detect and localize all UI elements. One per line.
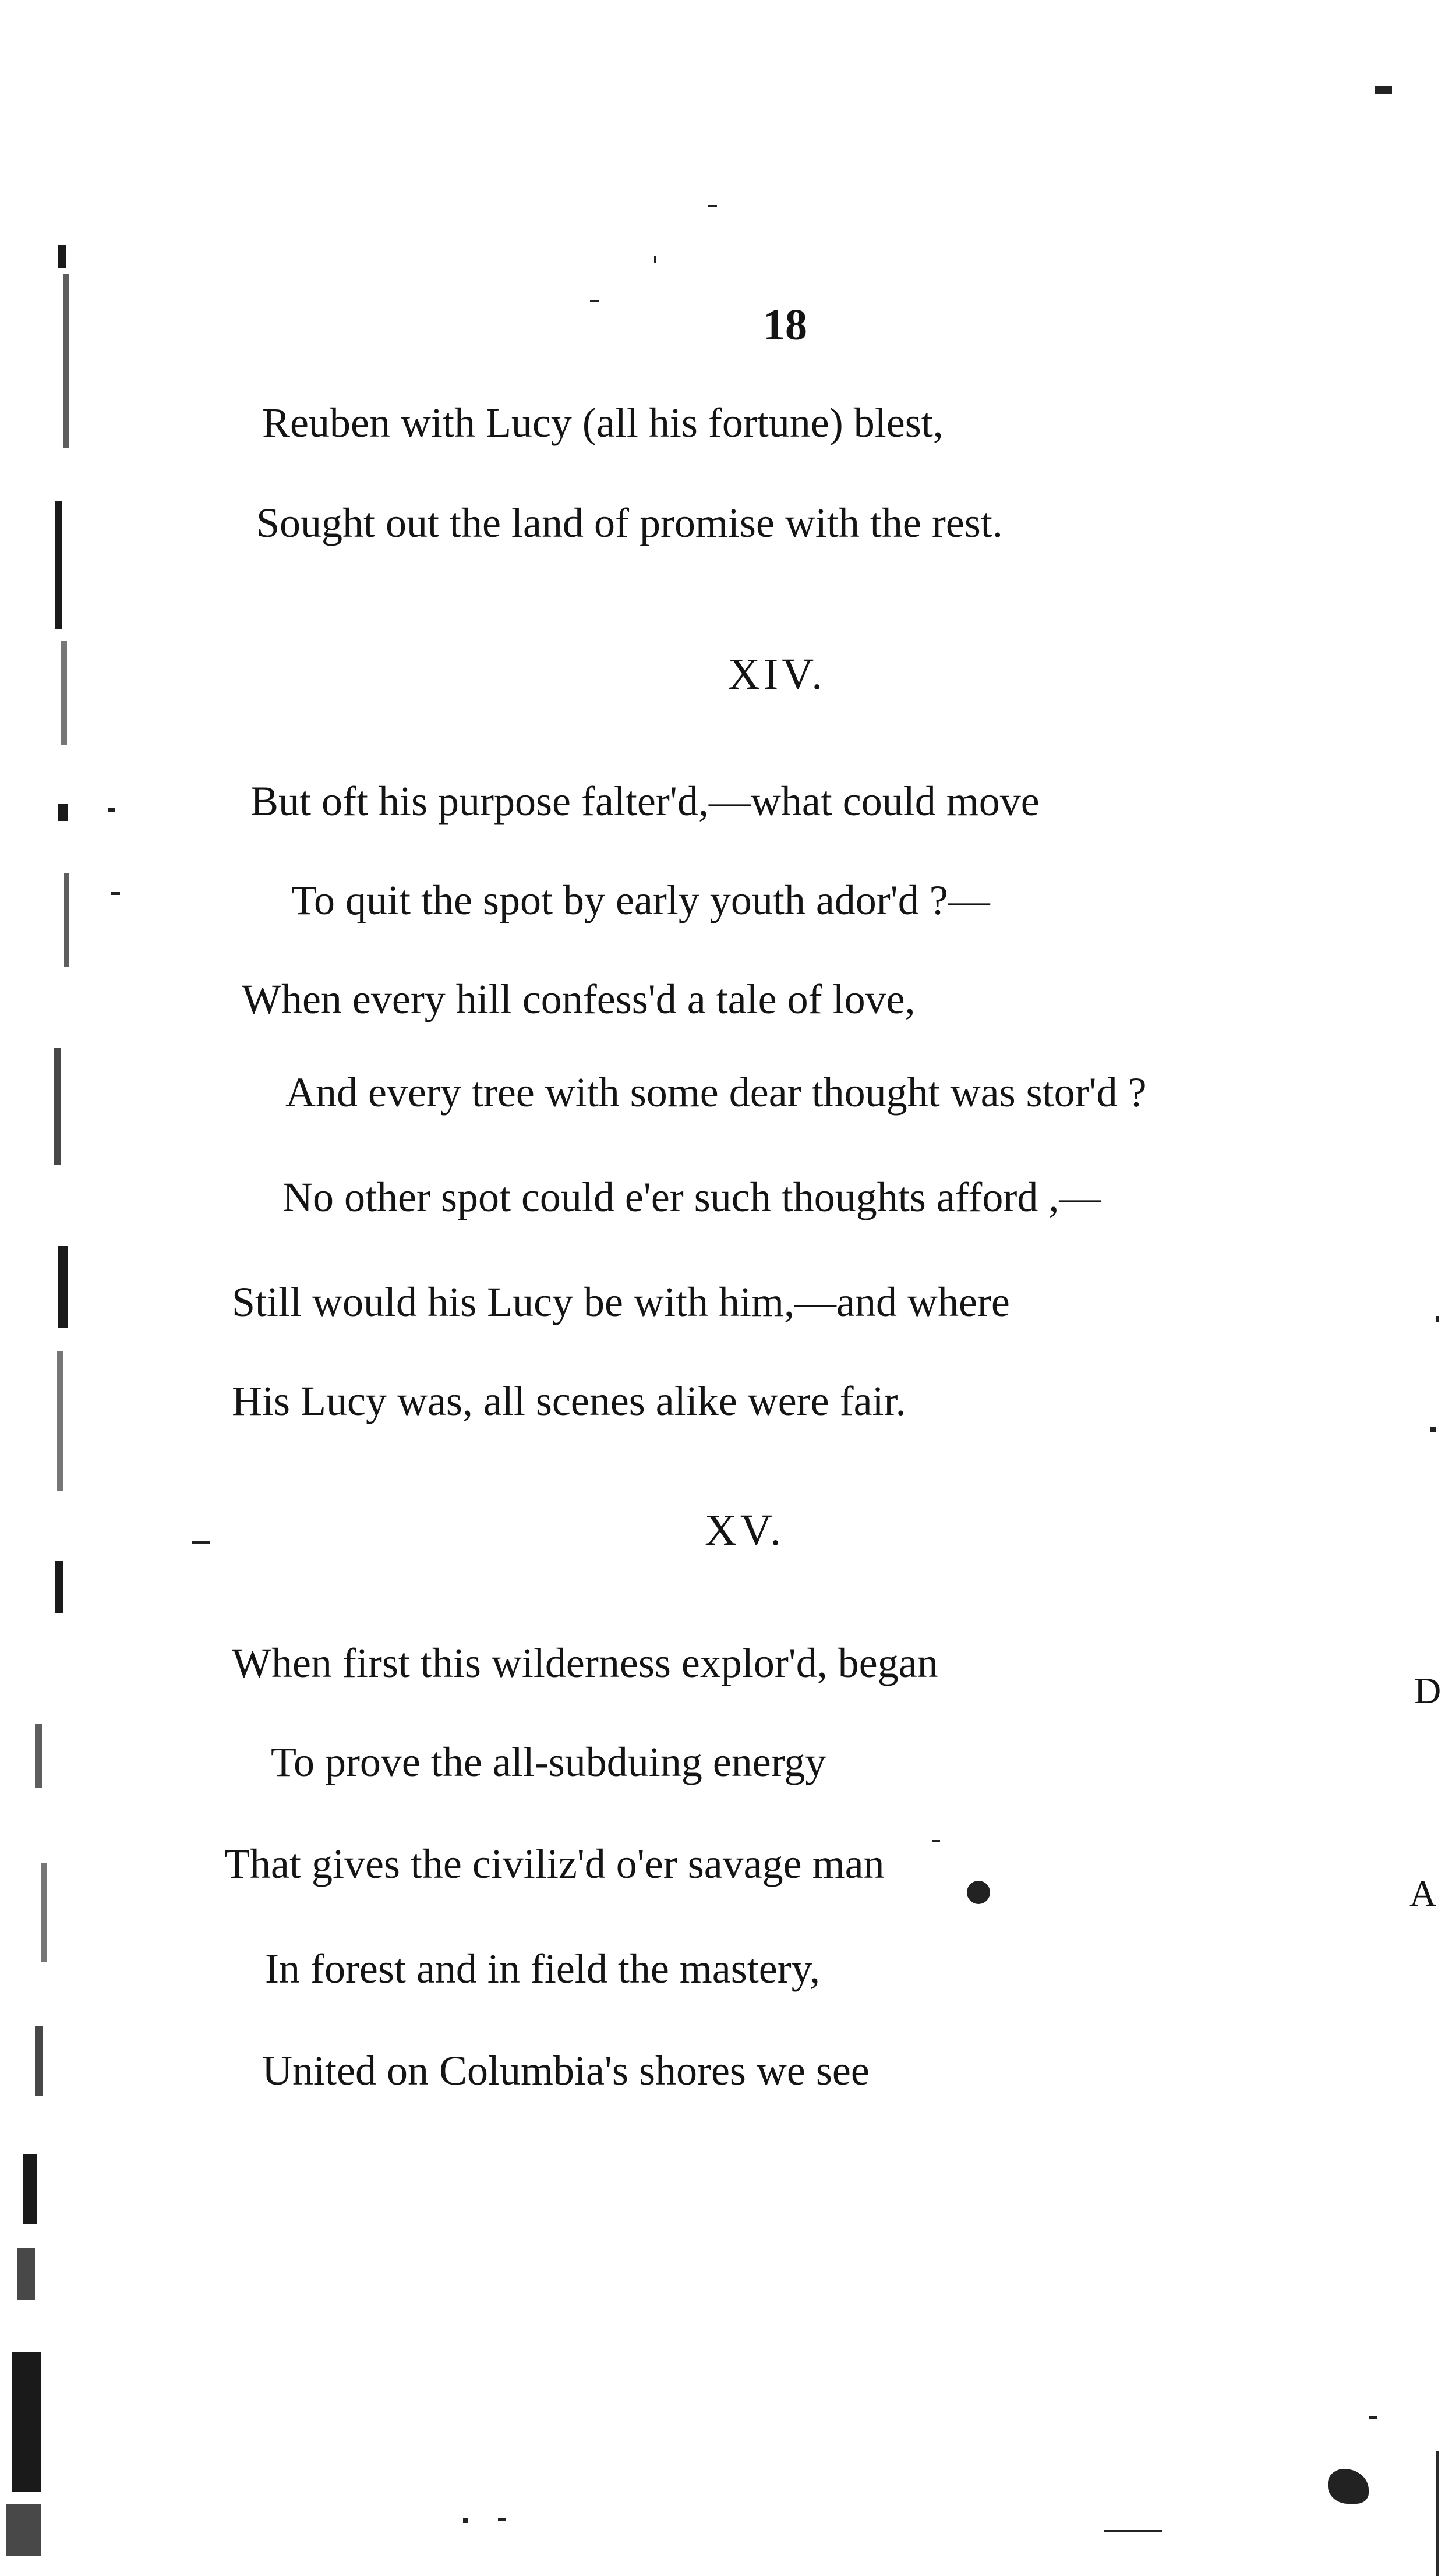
stanza-heading-xv: XV. — [705, 1506, 785, 1555]
speck — [654, 256, 656, 263]
speck — [463, 2518, 468, 2523]
speck — [192, 1541, 210, 1544]
verse-line: When first this wilderness explor'd, began — [232, 1640, 938, 1686]
verse-line: That gives the civiliz'd o'er savage man — [224, 1841, 885, 1887]
verse-line: But oft his purpose falter'd,—what could move — [250, 778, 1040, 825]
margin-fragment-lower: A — [1409, 1873, 1437, 1914]
speck — [111, 892, 120, 895]
binding-edge-scan — [0, 0, 87, 2576]
verse-line: When every hill confess'd a tale of love, — [242, 976, 916, 1022]
speck — [1430, 1427, 1436, 1432]
speck — [708, 205, 717, 207]
verse-line: No other spot could e'er such thoughts afford ,— — [282, 1174, 1101, 1220]
verse-line: His Lucy was, all scenes alike were fair. — [232, 1378, 906, 1424]
speck — [590, 300, 599, 302]
speck — [1375, 86, 1392, 94]
speck — [932, 1840, 940, 1842]
verse-line: United on Columbia's shores we see — [262, 2047, 870, 2094]
speck — [108, 808, 115, 812]
speck — [1369, 2416, 1377, 2419]
verse-line: Still would his Lucy be with him,—and where — [232, 1279, 1010, 1325]
verse-line: In forest and in field the mastery, — [265, 1945, 821, 1992]
speck — [498, 2518, 506, 2521]
page-edge-line — [1436, 2451, 1439, 2576]
speck — [1328, 2469, 1369, 2504]
verse-line: And every tree with some dear thought was stor'd ? — [285, 1069, 1147, 1116]
verse-line: Reuben with Lucy (all his fortune) blest, — [262, 399, 944, 446]
stanza-heading-xiv: XIV. — [728, 650, 826, 699]
verse-line: Sought out the land of promise with the rest. — [256, 500, 1003, 546]
speck — [967, 1881, 990, 1904]
verse-line: To quit the spot by early youth ador'd ?— — [291, 877, 990, 923]
speck — [1436, 1316, 1439, 1322]
page-number: 18 — [763, 300, 807, 349]
speck — [1104, 2530, 1162, 2532]
margin-fragment-upper: D — [1414, 1670, 1442, 1711]
verse-line: To prove the all-subduing energy — [271, 1739, 826, 1785]
